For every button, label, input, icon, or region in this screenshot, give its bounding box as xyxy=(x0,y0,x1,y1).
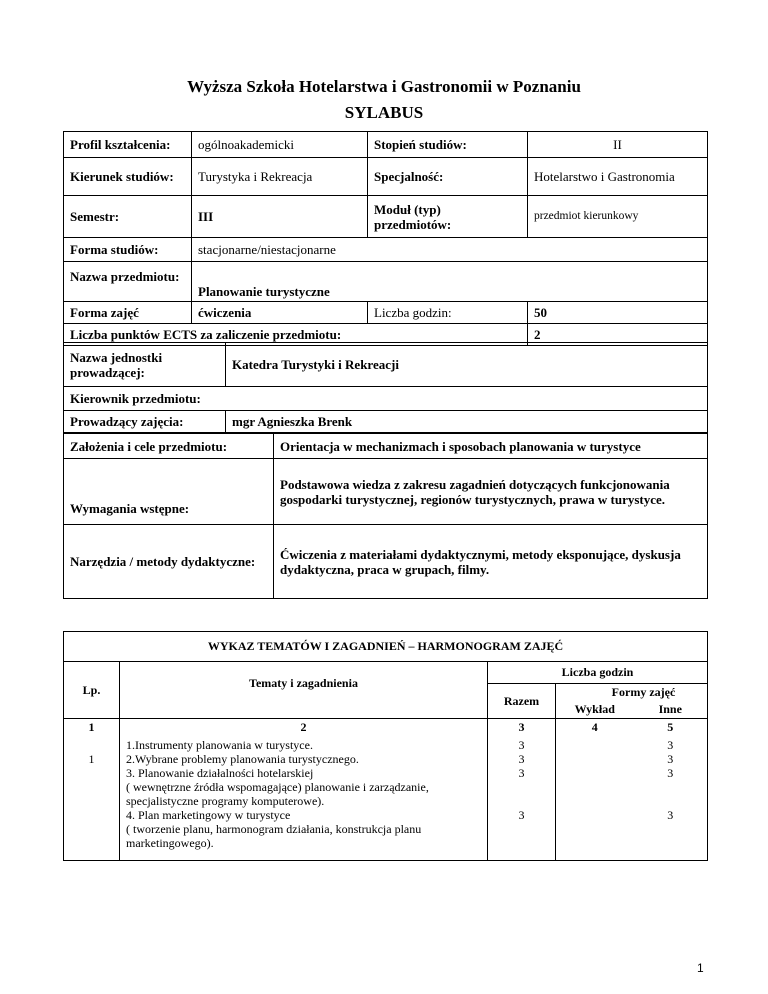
jednostka-label: Nazwa jednostki prowadzącej: xyxy=(64,343,226,387)
col-number-5: 5 xyxy=(634,719,708,737)
semestr-label: Semestr: xyxy=(64,196,192,238)
modul-value: przedmiot kierunkowy xyxy=(528,196,708,238)
inne-cell xyxy=(634,736,708,860)
topic-line: 4. Plan marketingowy w turystyce xyxy=(126,808,291,822)
jednostka-value: Katedra Turystyki i Rekreacji xyxy=(226,343,708,387)
topics-cell xyxy=(120,736,488,860)
hours-header: Liczba godzin xyxy=(488,662,708,684)
narzedzia-value: Ćwiczenia z materiałami dydaktycznymi, metody eksponujące, dyskusja dydaktyczna, praca w grupach, filmy. xyxy=(274,525,708,599)
col-number-2: 2 xyxy=(120,719,488,737)
topic-line: 2.Wybrane problemy planowania turystycznego. xyxy=(126,752,359,766)
schedule-title: WYKAZ TEMATÓW I ZAGADNIEŃ – HARMONOGRAM ZAJĘĆ xyxy=(64,632,708,662)
wymagania-label: Wymagania wstępne: xyxy=(64,459,274,525)
topic-line: 3. Planowanie działalności hotelarskiej xyxy=(126,766,314,780)
document-title: SYLABUS xyxy=(344,103,424,122)
topics-header: Tematy i zagadnienia xyxy=(120,662,488,719)
topic-line: specjalistyczne programy komputerowe). xyxy=(126,794,325,808)
inne-value: 3 xyxy=(667,808,674,822)
forma-zajec-value: ćwiczenia xyxy=(192,302,368,324)
wyklad-header: Wykład xyxy=(556,701,634,719)
inne-value: 3 xyxy=(667,752,674,766)
razem-spacer xyxy=(494,794,549,808)
razem-value: 3 xyxy=(518,808,525,822)
inne-header: Inne xyxy=(634,701,708,719)
narzedzia-label: Narzędzia / metody dydaktyczne: xyxy=(64,525,274,599)
prowadzacy-value: mgr Agnieszka Brenk xyxy=(226,411,708,433)
info-table xyxy=(63,131,708,346)
liczba-godzin-value: 50 xyxy=(528,302,708,324)
row-lp: 1 xyxy=(64,736,120,860)
zalozenia-label: Założenia i cele przedmiotu: xyxy=(64,434,274,459)
schedule-table xyxy=(63,631,708,861)
inne-spacer xyxy=(640,780,702,794)
wymagania-value: Podstawowa wiedza z zakresu zagadnień dotyczących funkcjonowania gospodarki turystycznej, regionów turystycznych, prawa w turystyce. xyxy=(274,459,708,525)
modul-label: Moduł (typ) przedmiotów: xyxy=(368,196,528,238)
forma-studiow-value: stacjonarne/niestacjonarne xyxy=(192,238,708,262)
razem-spacer xyxy=(494,780,549,794)
razem-value: 3 xyxy=(518,738,525,752)
col-number-3: 3 xyxy=(488,719,556,737)
profil-label: Profil kształcenia: xyxy=(64,132,192,158)
nazwa-przedmiotu-label: Nazwa przedmiotu: xyxy=(64,262,192,302)
forma-zajec-label: Forma zajęć xyxy=(64,302,192,324)
topic-line: ( tworzenie planu, harmonogram działania, konstrukcja planu xyxy=(126,822,422,836)
topic-line: ( wewnętrzne źródła wspomagające) planowanie i zarządzanie, xyxy=(126,780,429,794)
razem-value: 3 xyxy=(518,766,525,780)
razem-cell xyxy=(488,736,556,860)
razem-value: 3 xyxy=(518,752,525,766)
ects-value: 2 xyxy=(528,324,708,346)
prowadzacy-label: Prowadzący zajęcia: xyxy=(64,411,226,433)
profil-value: ogólnoakademicki xyxy=(192,132,368,158)
forma-studiow-label: Forma studiów: xyxy=(64,238,192,262)
specjalnosc-label: Specjalność: xyxy=(368,158,528,196)
kierownik-label: Kierownik przedmiotu: xyxy=(64,387,708,411)
kierunek-label: Kierunek studiów: xyxy=(64,158,192,196)
specjalnosc-value: Hotelarstwo i Gastronomia xyxy=(528,158,708,196)
inne-spacer xyxy=(640,794,702,808)
page-number: 1 xyxy=(697,961,704,975)
stopien-value: II xyxy=(528,132,708,158)
inne-value: 3 xyxy=(667,738,674,752)
nazwa-przedmiotu-value: Planowanie turystyczne xyxy=(192,262,708,302)
wyklad-cell xyxy=(556,736,634,860)
liczba-godzin-label: Liczba godzin: xyxy=(368,302,528,324)
col-number-1: 1 xyxy=(64,719,120,737)
formy-zajec-header: Formy zajęć xyxy=(556,684,708,702)
goals-table xyxy=(63,433,708,599)
topic-line: marketingowego). xyxy=(126,836,214,850)
school-name: Wyższa Szkoła Hotelarstwa i Gastronomii w Poznaniu xyxy=(187,77,581,96)
razem-header: Razem xyxy=(488,684,556,719)
semestr-value: III xyxy=(192,196,368,238)
col-number-4: 4 xyxy=(556,719,634,737)
inne-value: 3 xyxy=(667,766,674,780)
lp-header: Lp. xyxy=(64,662,120,719)
stopien-label: Stopień studiów: xyxy=(368,132,528,158)
kierunek-value: Turystyka i Rekreacja xyxy=(192,158,368,196)
zalozenia-value: Orientacja w mechanizmach i sposobach planowania w turystyce xyxy=(274,434,708,459)
unit-table xyxy=(63,342,708,433)
ects-label: Liczba punktów ECTS za zaliczenie przedmiotu: xyxy=(64,324,528,346)
topic-line: 1.Instrumenty planowania w turystyce. xyxy=(126,738,313,752)
